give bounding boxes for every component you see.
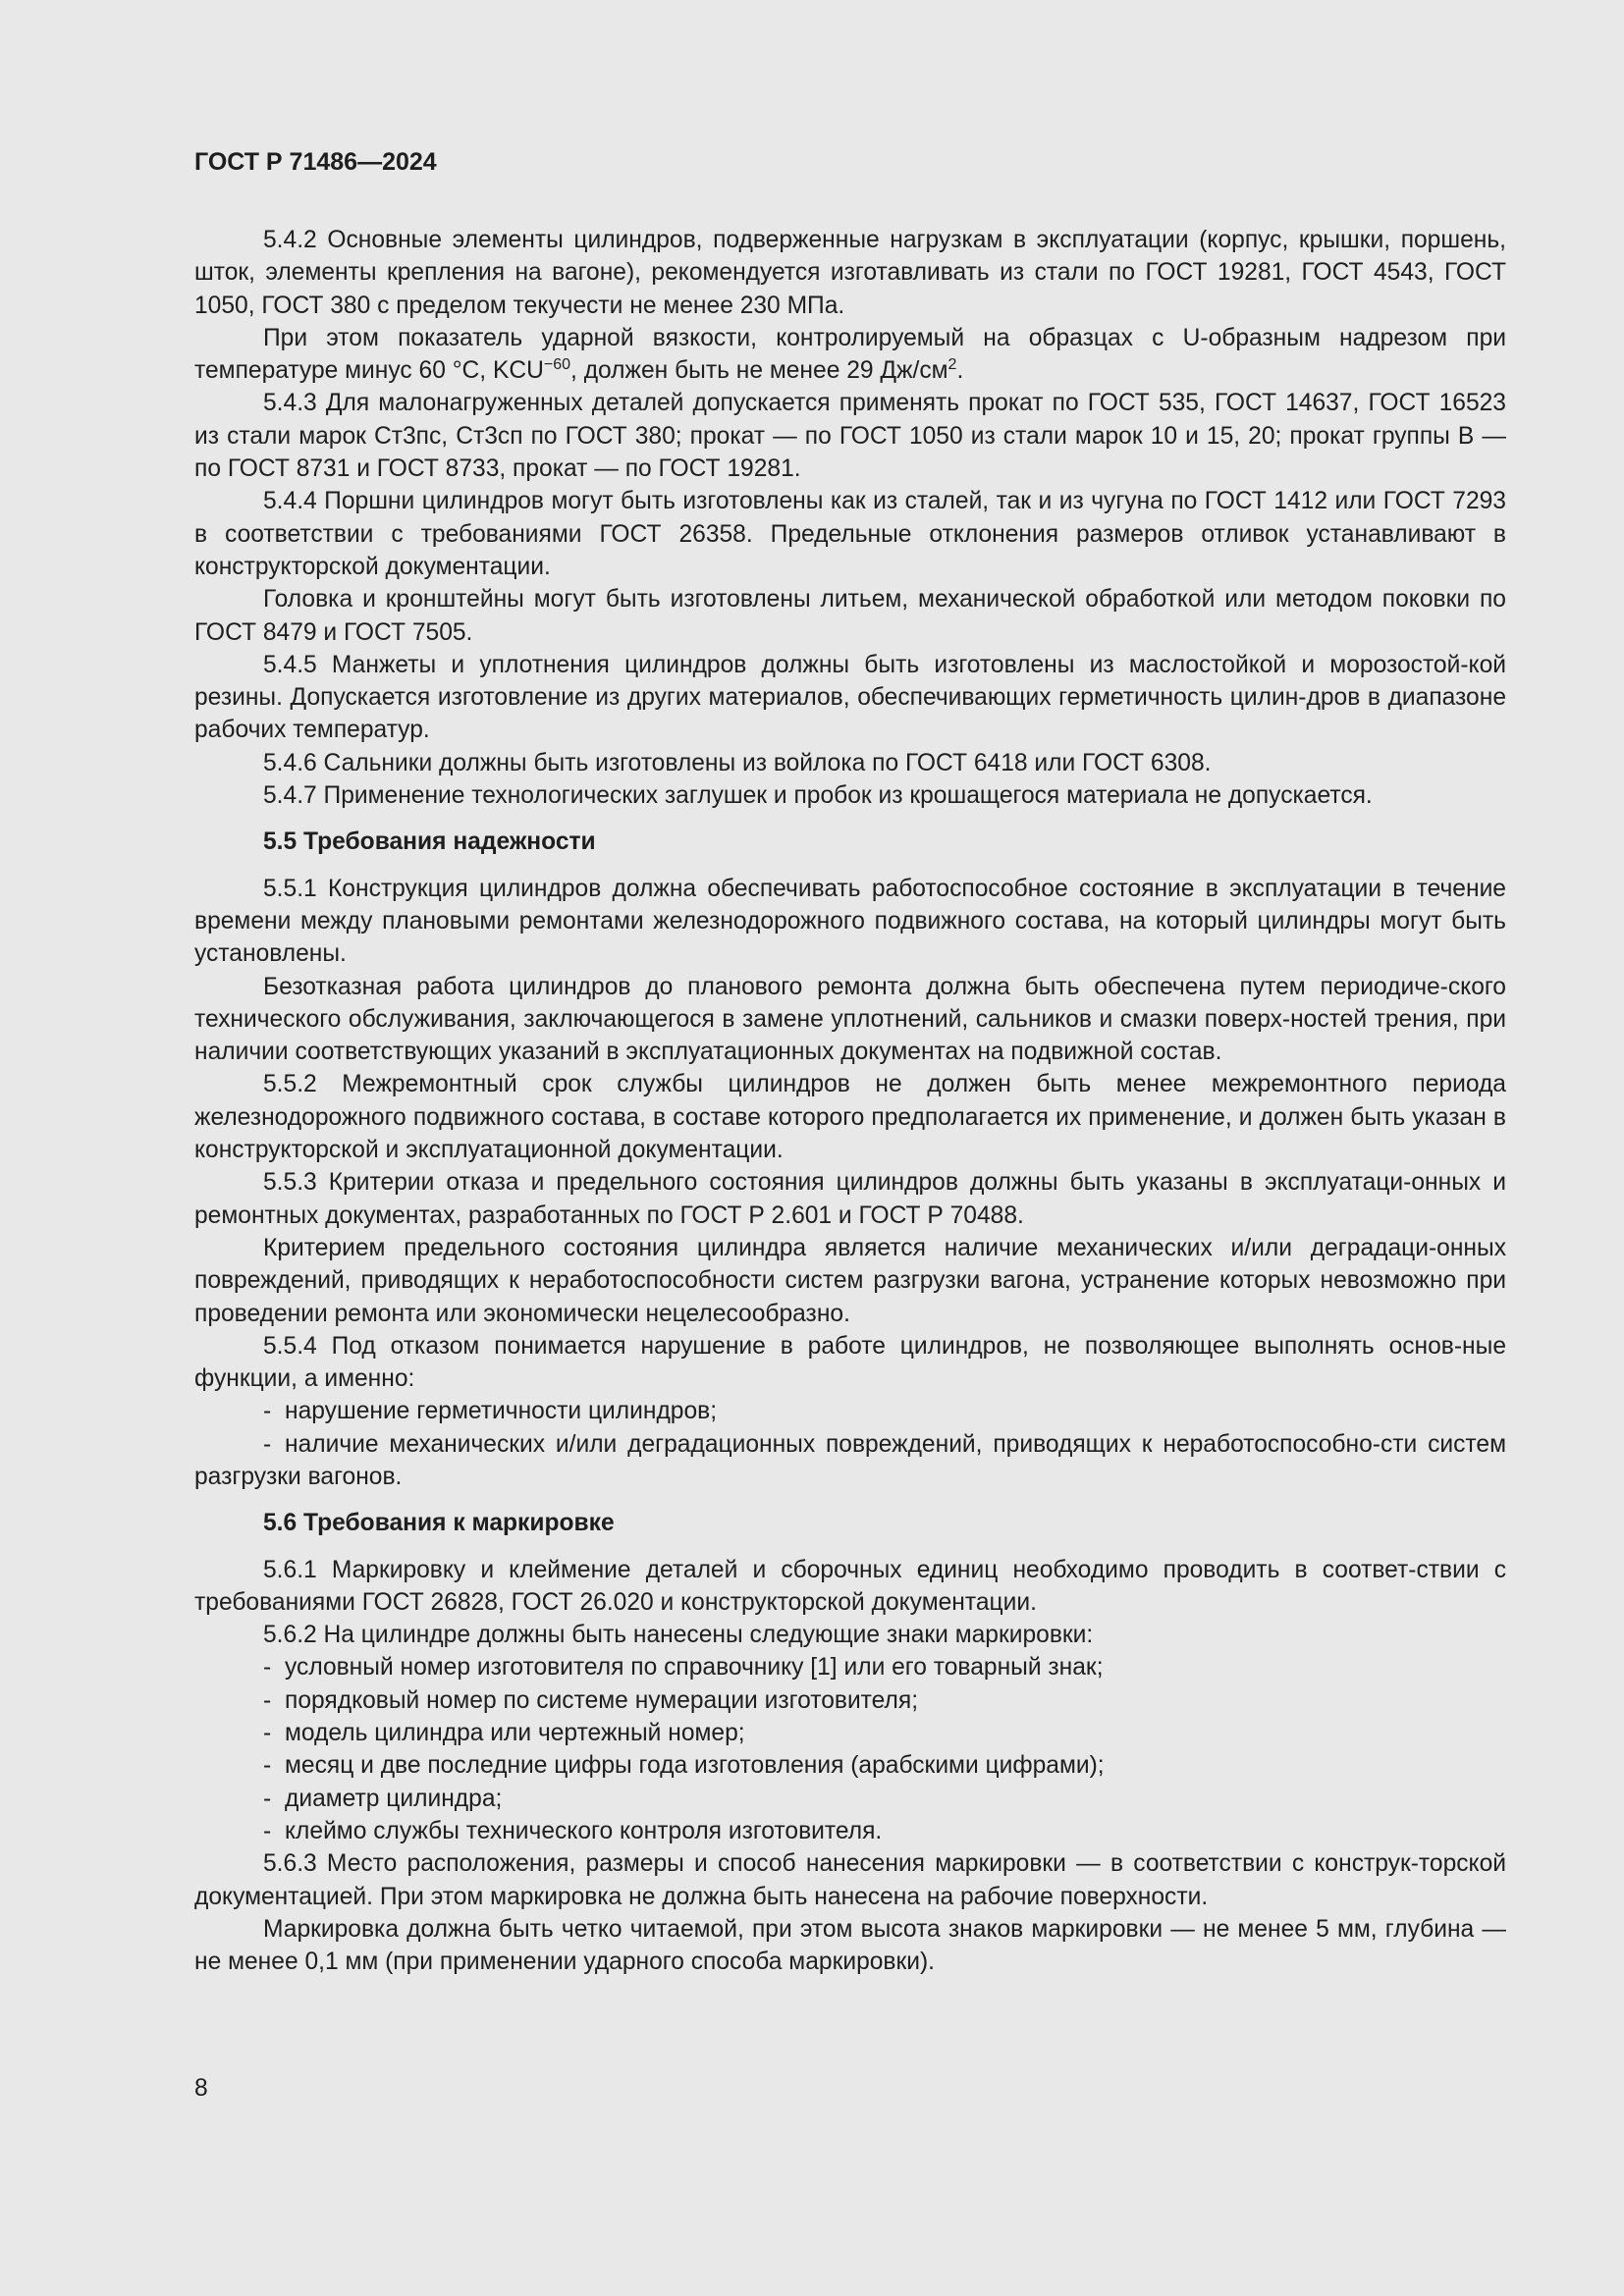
impact-text-3: . (956, 357, 964, 385)
list-dash: - (263, 1752, 272, 1780)
paragraph-marking-readability: Маркировка должна быть четко читаемой, при этом высота знаков маркировки — не менее 5 мм, глубина — не менее 0,1 мм (при применении ударного способа маркировки). (194, 1915, 1506, 1976)
paragraph-5-6-3: 5.6.3 Место расположения, размеры и способ нанесения маркировки — в соответствии с конструк-торской документацией. При этом маркировка не должна быть нанесена на рабочие поверхности. (194, 1850, 1506, 1910)
list-item: - условный номер изготовителя по справочнику [1] или его товарный знак; (194, 1651, 1506, 1683)
impact-sup-temperature: −60 (543, 356, 571, 374)
section-heading-5-6: 5.6 Требования к маркировке (263, 1510, 615, 1537)
list-item: - наличие механических и/или деградационных повреждений, приводящих к неработоспособно-сти систем разгрузки вагонов. (194, 1428, 1506, 1494)
paragraph-failure-free: Безотказная работа цилиндров до планового ремонта должна быть обеспечена путем периодиче-ского технического обслуживания, заключающегося в замене уплотнений, сальников и смазки поверх-ностей трения, при наличии соответствующих указаний в эксплуатационных документах на подвижной состав. (194, 973, 1506, 1066)
impact-sup-unit: 2 (947, 356, 957, 374)
list-item: - нарушение герметичности цилиндров; (194, 1395, 1506, 1427)
paragraph-5-4-7: 5.4.7 Применение технологических заглушек и пробок из крошащегося материала не допускается. (263, 782, 1373, 810)
paragraph-5-4-5: 5.4.5 Манжеты и уплотнения цилиндров должны быть изготовлены из маслостойкой и морозостой-кой резины. Допускается изготовление из других материалов, обеспечивающих герметичность цилин-дров в диапазоне рабочих температур. (194, 651, 1506, 744)
list-dash: - (263, 1720, 272, 1747)
list-item: - порядковый номер по системе нумерации изготовителя; (194, 1684, 1506, 1717)
paragraph-5-5-1: 5.5.1 Конструкция цилиндров должна обеспечивать работоспособное состояние в эксплуатации в течение времени между плановыми ремонтами железнодорожного подвижного состава, на который цилиндры могут быть установлены. (194, 875, 1506, 968)
list-dash: - (263, 1398, 272, 1425)
list-dash: - (263, 1430, 272, 1458)
paragraph-5-6-2: 5.6.2 На цилиндре должны быть нанесены следующие знаки маркировки: (263, 1622, 1094, 1649)
paragraph-limit-state: Критерием предельного состояния цилиндра является наличие механических и/или деградаци-онных повреждений, приводящих к неработоспособности систем разгрузки вагона, устранение которых невозможно при проведении ремонта или экономически нецелесообразно. (194, 1234, 1506, 1327)
impact-text-1: При этом показатель ударной вязкости, контролируемый на образцах с U-образным надрезом при температуре минус 60 °C, KCU (194, 324, 1506, 385)
document-page (194, 145, 1506, 1978)
page-number: 8 (194, 2075, 208, 2102)
list-dash: - (263, 1654, 272, 1682)
paragraph-5-6-1: 5.6.1 Маркировку и клеймение деталей и сборочных единиц необходимо проводить в соответ-ствии с требованиями ГОСТ 26828, ГОСТ 26.020 и конструкторской документации. (194, 1556, 1506, 1616)
impact-text-2: , должен быть не менее 29 Дж/см (570, 357, 948, 385)
paragraph-5-5-2: 5.5.2 Межремонтный срок службы цилиндров не должен быть менее межремонтного периода железнодорожного подвижного состава, в составе которого предполагается их применение, и должен быть указан в конструкторской и эксплуатационной документации. (194, 1071, 1506, 1164)
list-dash: - (263, 1686, 272, 1714)
list-item: - клеймо службы технического контроля изготовителя. (194, 1815, 1506, 1847)
paragraph-head-brackets: Головка и кронштейны могут быть изготовлены литьем, механической обработкой или методом поковки по ГОСТ 8479 и ГОСТ 7505. (194, 586, 1506, 646)
list-dash: - (263, 1817, 272, 1844)
paragraph-5-5-3: 5.5.3 Критерии отказа и предельного состояния цилиндров должны быть указаны в эксплуатаци-онных и ремонтных документах, разработанных по ГОСТ Р 2.601 и ГОСТ Р 70488. (194, 1169, 1506, 1229)
paragraph-5-4-6: 5.4.6 Сальники должны быть изготовлены из войлока по ГОСТ 6418 или ГОСТ 6308. (263, 749, 1212, 776)
list-dash: - (263, 1785, 272, 1812)
paragraph-5-4-2: 5.4.2 Основные элементы цилиндров, подверженные нагрузкам в эксплуатации (корпус, крышки, поршень, шток, элементы крепления на вагоне), рекомендуется изготавливать из стали по ГОСТ 19281, ГОСТ 4543, ГОСТ 1050, ГОСТ 380 с пределом текучести не менее 230 МПа. (194, 227, 1506, 319)
list-item: - месяц и две последние цифры года изготовления (арабскими цифрами); (194, 1749, 1506, 1782)
list-item: - модель цилиндра или чертежный номер; (194, 1717, 1506, 1749)
standard-header: ГОСТ Р 71486—2024 (194, 148, 437, 176)
section-heading-5-5: 5.5 Требования надежности (263, 828, 596, 856)
list-item: - диаметр цилиндра; (194, 1783, 1506, 1815)
paragraph-5-4-4: 5.4.4 Поршни цилиндров могут быть изготовлены как из сталей, так и из чугуна по ГОСТ 1412 или ГОСТ 7293 в соответствии с требованиями ГОСТ 26358. Предельные отклонения размеров отливок устанавливают в конструкторской документации. (194, 488, 1506, 580)
paragraph-impact-toughness (194, 322, 1506, 388)
paragraph-5-4-3: 5.4.3 Для малонагруженных деталей допускается применять прокат по ГОСТ 535, ГОСТ 14637, ГОСТ 16523 из стали марок Ст3пс, Ст3сп по ГОСТ 380; прокат — по ГОСТ 1050 из стали марок 10 и 15, 20; прокат группы В — по ГОСТ 8731 и ГОСТ 8733, прокат — по ГОСТ 19281. (194, 390, 1506, 483)
paragraph-5-5-4: 5.5.4 Под отказом понимается нарушение в работе цилиндров, не позволяющее выполнять основ-ные функции, а именно: (194, 1332, 1506, 1393)
